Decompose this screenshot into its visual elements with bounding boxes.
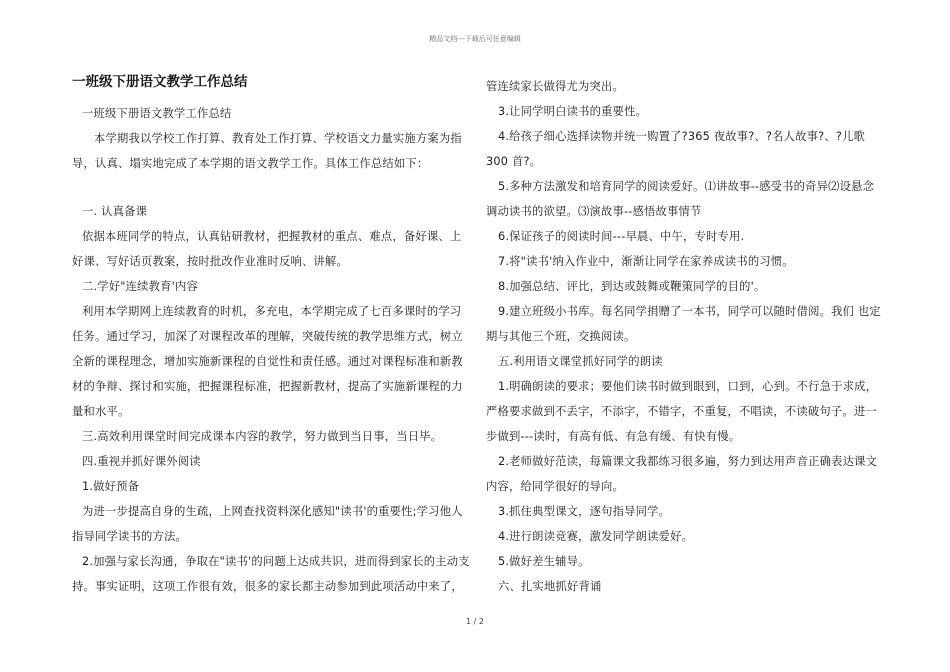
paragraph: 3.让同学明白读书的重要性。 xyxy=(498,105,648,118)
paragraph: 4.给孩子细心选择读物并统一购置了?365 夜故事?、?名人故事?、?儿歌 300 首?。 xyxy=(486,130,866,168)
right-column xyxy=(486,74,884,599)
left-column xyxy=(72,70,472,599)
section-heading: 二.学好"连续教育'内容 xyxy=(82,280,198,293)
paragraph: 依据本班同学的特点，认真钻研教材，把握教材的重点、难点，备好课、上好课、写好话页教案，按时批改作业准时反响、讲解。 xyxy=(72,230,462,268)
section-heading: 一. 认真备课 xyxy=(82,205,148,218)
paragraph: 1.做好预备 xyxy=(82,480,140,493)
paragraph: 3.抓住典型课文，逐句指导同学。 xyxy=(498,505,671,518)
paragraph: 5.做好差生辅导。 xyxy=(498,555,590,568)
paragraph: 1.明确朗读的要求；要他们读书时做到眼到，口到，心到。不行急于求成，严格要求做到不丢字，不添字，不错字，不重复，不唱读，不读破句子。进一步做到---读时，有高有低、有急有缓、有快有慢。 xyxy=(486,380,878,443)
section-heading: 三.高效利用课堂时间完成课本内容的教学，努力做到当日事，当日毕。 xyxy=(82,430,443,443)
section-heading: 六、扎实地抓好背诵 xyxy=(498,580,602,593)
section-heading: 四.重视并抓好课外阅读 xyxy=(82,455,201,468)
page-number: 1 / 2 xyxy=(466,617,484,626)
paragraph: 利用本学期网上连续教育的时机，多充电，本学期完成了七百多课时的学习任务。通过学习，加深了对课程改革的理解，突破传统的教学思维方式，树立全新的课程理念，增加实施新课程的自觉性和责任感。通过对课程标准和新教材的争辩、探讨和实施，把握课程标准，把握新教材，提高了实施新课程的力量和水平。 xyxy=(72,305,463,418)
paragraph: 2.加强与家长沟通，争取在"读书'的问题上达成共识，进而得到家长的主动支持。事实证明，这项工作很有效，很多的家长都主动参加到此项活动中来了， xyxy=(72,555,470,593)
paragraph: 8.加强总结、评比，到达或鼓舞或鞭策同学的目的'。 xyxy=(498,280,766,293)
paragraph: 7.将"读书'纳入作业中，渐渐让同学在家养成读书的习惯。 xyxy=(498,255,794,268)
paragraph: 6.保证孩子的阅读时间---早晨、中午，专时专用. xyxy=(498,230,745,243)
document-title: 一班级下册语文教学工作总结 xyxy=(72,74,248,90)
paragraph: 2.老师做好范读，每篇课文我都练习很多遍，努力到达用声音正确表达课文内容，给同学很好的导向。 xyxy=(486,455,878,493)
page-header: 精品文档---下载后可任意编辑 xyxy=(429,35,521,43)
paragraph: 9.建立班级小书库。每名同学捐赠了一本书，同学可以随时借阅。我们 也定期与其他三个班，交换阅读。 xyxy=(486,305,881,343)
paragraph: 本学期我以学校工作打算、教育处工作打算、学校语文力量实施方案为指导，认真、塌实地完成了本学期的语文教学工作。具体工作总结如下： xyxy=(72,132,462,170)
paragraph: 管连续家长做得尤为突出。 xyxy=(486,80,624,93)
paragraph: 5.多种方法激发和培育同学的阅读爱好。⑴讲故事--感受书的奇异⑵设悬念调动读书的欲望。⑶演故事--感悟故事情节 xyxy=(486,180,875,218)
paragraph: 一班级下册语文教学工作总结 xyxy=(82,107,232,120)
section-heading: 五.利用语文课堂抓好同学的朗读 xyxy=(498,355,663,368)
paragraph: 为进一步提高自身的生疏，上网查找资料深化感知"读书'的重要性;学习他人指导同学读书的方法。 xyxy=(72,505,463,543)
paragraph: 4.进行朗读竞赛，激发同学朗读爱好。 xyxy=(498,530,694,543)
